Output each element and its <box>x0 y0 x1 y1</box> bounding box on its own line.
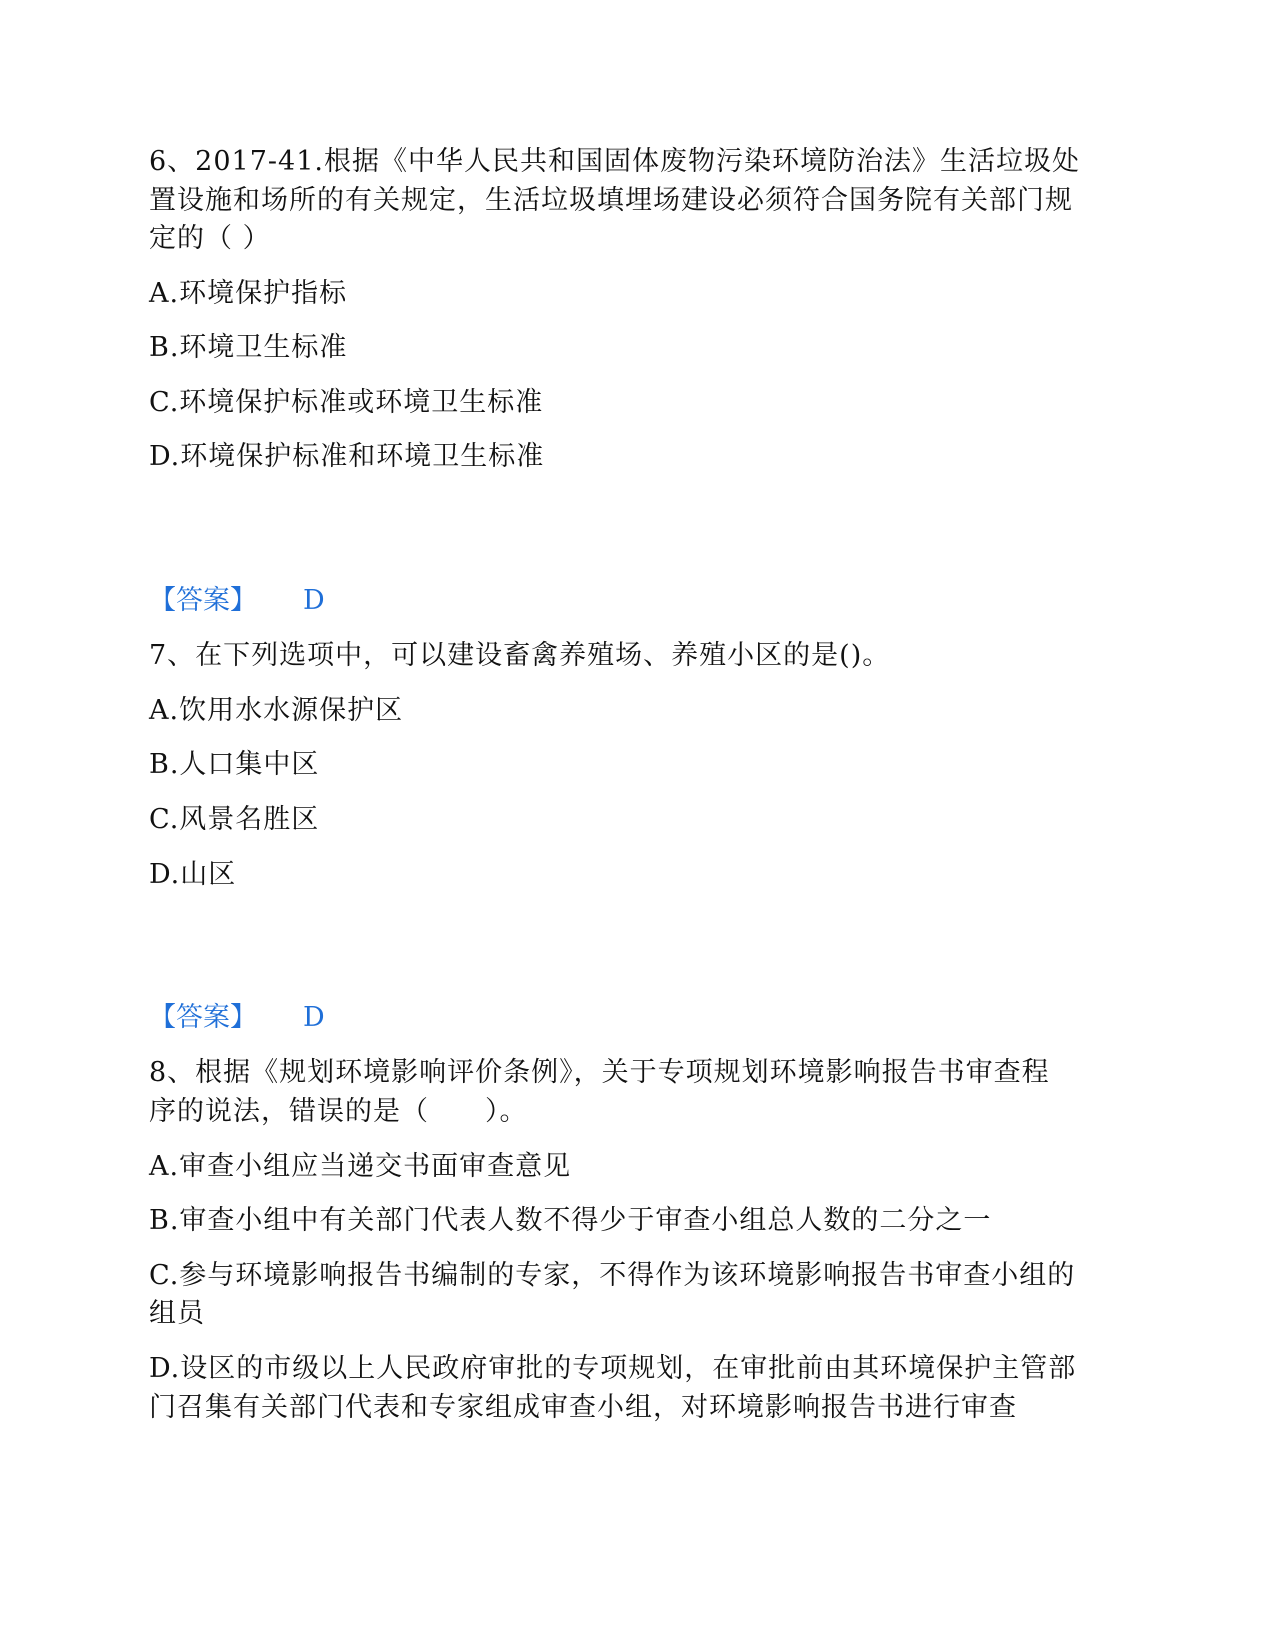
q8-option-d-line-1: D.设区的市级以上人民政府审批的专项规划，在审批前由其环境保护主管部 <box>149 1353 1077 1384</box>
q8-option-c-line-2: 组员 <box>149 1298 205 1329</box>
q8-option-d-line-2: 门召集有关部门代表和专家组成审查小组，对环境影响报告书进行审查 <box>149 1392 1017 1423</box>
q8-stem-line-1: 8、根据《规划环境影响评价条例》，关于专项规划环境影响报告书审查程 <box>149 1057 1050 1088</box>
q6-answer-value: D <box>303 585 325 616</box>
q6-option-d: D.环境保护标准和环境卫生标准 <box>149 441 545 472</box>
q7-option-b: B.人口集中区 <box>149 749 320 780</box>
q7-option-a: A.饮用水水源保护区 <box>149 695 404 726</box>
q6-stem-line-1: 6、2017-41.根据《中华人民共和国固体废物污染环境防治法》生活垃圾处 <box>149 146 1080 177</box>
q6-option-b: B.环境卫生标准 <box>149 332 348 363</box>
q8-option-c-line-1: C.参与环境影响报告书编制的专家，不得作为该环境影响报告书审查小组的 <box>149 1260 1076 1291</box>
q7-stem-line-1: 7、在下列选项中，可以建设畜禽养殖场、养殖小区的是()。 <box>149 640 891 671</box>
q6-option-a: A.环境保护指标 <box>149 278 348 309</box>
q6-option-c: C.环境保护标准或环境卫生标准 <box>149 387 544 418</box>
q7-answer-label: 【答案】 <box>149 1002 257 1033</box>
q8-option-a: A.审查小组应当递交书面审查意见 <box>149 1151 572 1182</box>
q8-option-b: B.审查小组中有关部门代表人数不得少于审查小组总人数的二分之一 <box>149 1205 992 1236</box>
q6-stem-line-2: 置设施和场所的有关规定，生活垃圾填埋场建设必须符合国务院有关部门规 <box>149 185 1073 216</box>
q7-answer <box>149 998 325 1038</box>
q8-stem-line-2: 序的说法，错误的是（ ）。 <box>149 1096 528 1127</box>
q6-stem-line-3: 定的（ ） <box>149 223 271 254</box>
q7-answer-value: D <box>303 1002 325 1033</box>
q6-answer <box>149 581 325 621</box>
q6-answer-label: 【答案】 <box>149 585 257 616</box>
q7-option-c: C.风景名胜区 <box>149 804 320 835</box>
q7-option-d: D.山区 <box>149 859 237 890</box>
